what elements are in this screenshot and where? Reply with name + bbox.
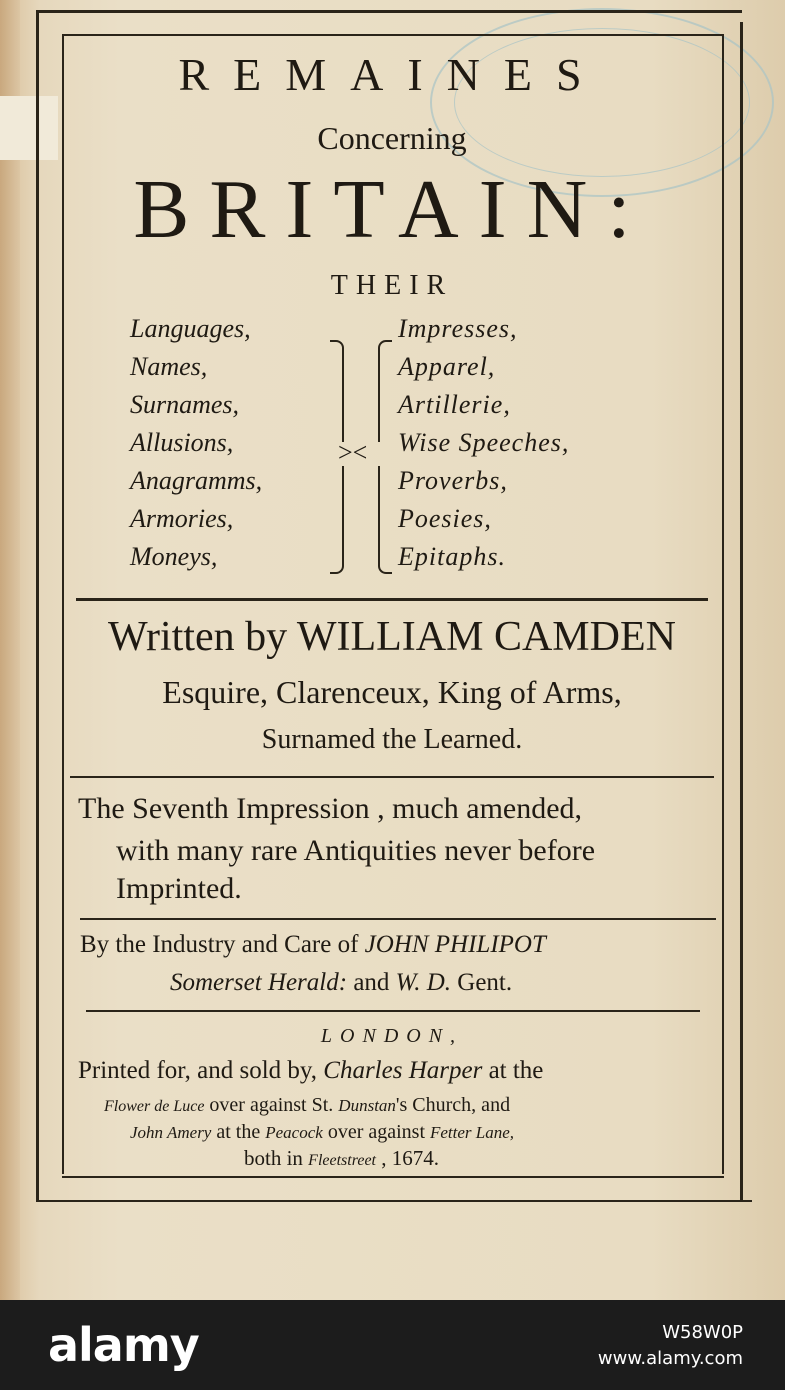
frame-right-inner-rule: [722, 34, 724, 1174]
list-item: Proverbs,: [398, 466, 508, 495]
industry-by: By the Industry and Care of: [80, 931, 365, 958]
imprint-both-in: both in: [244, 1146, 309, 1170]
author-line-1: Written by WILLIAM CAMDEN: [108, 614, 676, 660]
imprint-line-2: [104, 1095, 510, 1115]
edition-line-2: with many rare Antiquities never before: [116, 834, 596, 867]
list-item: Surnames,: [130, 390, 240, 419]
list-item: Names,: [130, 352, 208, 381]
author-line-2: Esquire, Clarenceux, King of Arms,: [162, 674, 622, 710]
edition-line-3: Imprinted.: [116, 872, 242, 905]
right-brace-upper: [378, 340, 392, 442]
title-their: THEIR: [330, 270, 454, 301]
image-id: W58W0P: [662, 1322, 743, 1343]
divider-2: [70, 776, 714, 778]
imprint-fleetstreet: Fleetstreet: [308, 1152, 376, 1169]
imprint-city: LONDON,: [320, 1025, 464, 1047]
right-brace-lower: [378, 466, 392, 574]
left-brace-lower: [330, 466, 344, 574]
frame-top-rule: [36, 10, 742, 13]
imprint-amery: John Amery: [130, 1123, 212, 1142]
imprint-at-the-2: at the: [211, 1121, 266, 1143]
imprint-harper: Charles Harper: [323, 1057, 483, 1084]
imprint-printed-for: Printed for, and sold by,: [78, 1057, 324, 1084]
list-item: Armories,: [130, 504, 234, 533]
frame-top-inner-rule: [62, 34, 722, 36]
list-item: Epitaphs.: [398, 542, 506, 571]
paper-tab: [0, 96, 58, 160]
brace-center-mark: ><: [338, 438, 368, 467]
industry-and: and: [347, 969, 396, 996]
divider-3: [80, 918, 716, 920]
imprint-church: 's Church, and: [395, 1094, 511, 1116]
title-britain: BRITAIN:: [133, 163, 651, 256]
alamy-logo: alamy: [48, 1318, 199, 1372]
industry-name: JOHN PHILIPOT: [364, 931, 546, 958]
imprint-over-against: over against St.: [204, 1094, 339, 1116]
title-remaines: REMAINES: [178, 49, 606, 100]
list-item: Allusions,: [130, 428, 234, 457]
imprint-over-against-2: over against: [322, 1121, 430, 1143]
imprint-fetter: Fetter Lane,: [430, 1123, 515, 1142]
edition-line-1: The Seventh Impression , much amended,: [78, 792, 583, 825]
list-item: Artillerie,: [398, 390, 511, 419]
imprint-line-3: [130, 1122, 514, 1142]
frame-right-rule: [740, 22, 743, 1202]
divider-1: [76, 598, 708, 601]
list-item: Poesies,: [398, 504, 492, 533]
industry-line-2: [170, 970, 512, 995]
frame-bottom-inner-rule: [62, 1176, 724, 1178]
industry-wd: W. D.: [395, 969, 452, 996]
left-brace-upper: [330, 340, 344, 442]
imprint-dunstan: Dunstan: [338, 1096, 396, 1115]
title-concerning: Concerning: [317, 120, 467, 156]
list-item: Apparel,: [398, 352, 496, 381]
subject-list-left: [130, 310, 262, 576]
list-item: Languages,: [130, 314, 251, 343]
subject-list-right: [398, 310, 569, 576]
page-edge: [0, 0, 20, 1300]
industry-herald: Somerset Herald:: [170, 969, 348, 996]
imprint-at-the: at the: [482, 1057, 544, 1084]
imprint-flower: Flower de Luce: [104, 1098, 205, 1115]
author-line-3: Surnamed the Learned.: [261, 724, 523, 755]
list-item: Wise Speeches,: [398, 428, 570, 457]
divider-4: [86, 1010, 700, 1012]
list-item: Moneys,: [130, 542, 218, 571]
frame-left-rule: [36, 10, 39, 1200]
imprint-line-1: [78, 1058, 543, 1083]
list-item: Anagramms,: [130, 466, 263, 495]
list-item: Impresses,: [398, 314, 518, 343]
imprint-peacock: Peacock: [265, 1123, 323, 1142]
frame-bottom-rule: [36, 1200, 752, 1202]
site-url: www.alamy.com: [597, 1348, 743, 1369]
industry-line-1: [80, 932, 546, 957]
imprint-year: , 1674.: [376, 1146, 439, 1170]
industry-gent: Gent.: [451, 969, 513, 996]
imprint-line-4: [244, 1148, 439, 1169]
